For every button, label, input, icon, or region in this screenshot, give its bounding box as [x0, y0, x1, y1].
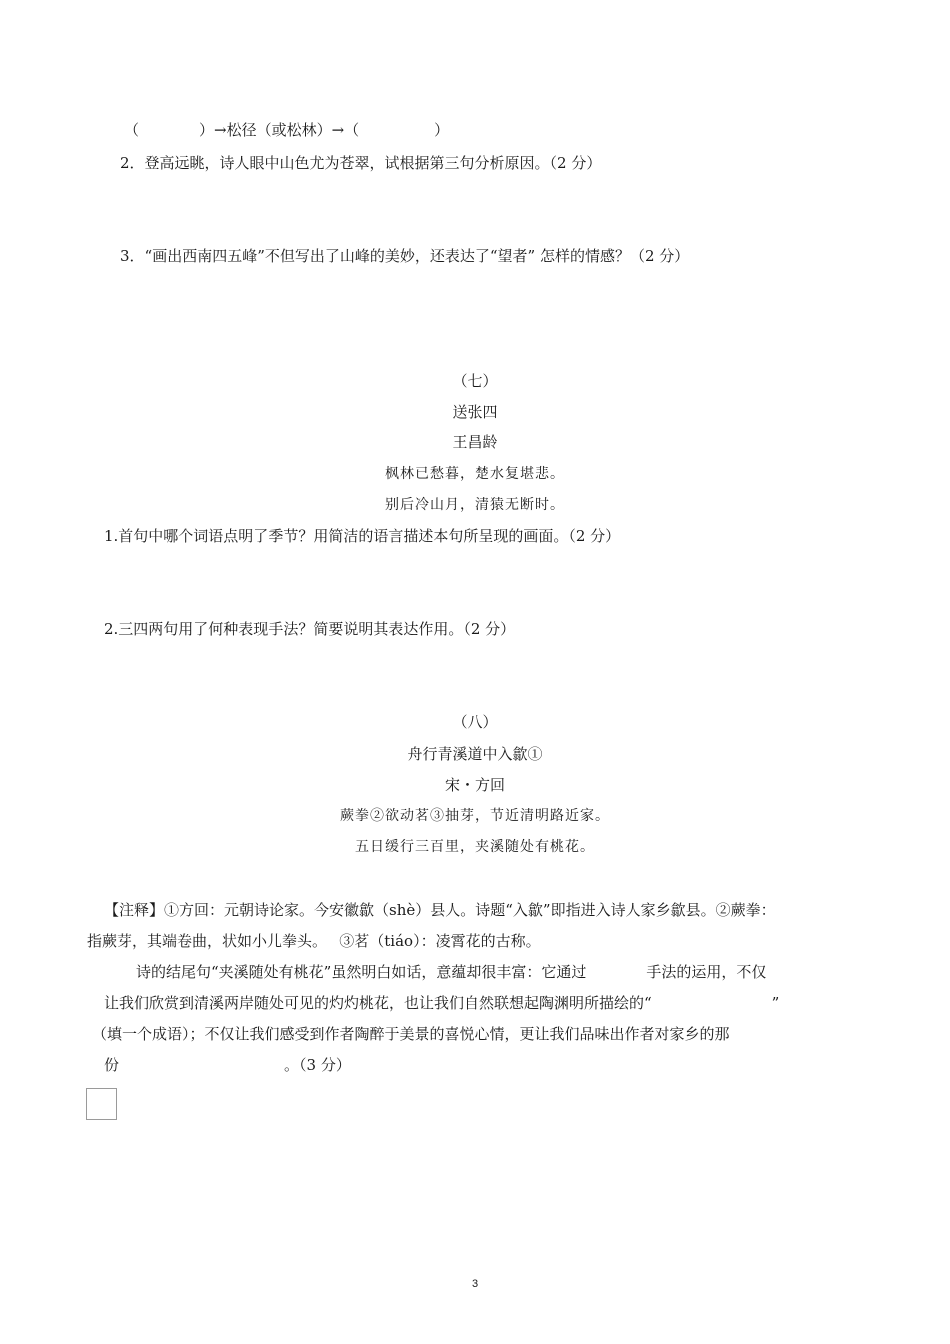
question-2: 2．登高远眺，诗人眼中山色尤为苍翠，试根据第三句分析原因。（2 分） — [120, 154, 602, 172]
section-7-question-1: 1.首句中哪个词语点明了季节？用简洁的语言描述本句所呈现的画面。（2 分） — [104, 527, 621, 545]
poem-7-verse-2: 别后冷山月，清猿无断时。 — [385, 497, 565, 513]
question-line-3: （填一个成语）；不仅让我们感受到作者陶醉于美景的喜悦心情，更让我们品味出作者对家乡的那 — [92, 1025, 730, 1043]
poem-8-title: 舟行青溪道中入歙① — [407, 745, 543, 763]
question-line-2: 让我们欣赏到清溪两岸随处可见的灼灼桃花，也让我们自然联想起陶渊明所描绘的“ ” — [104, 994, 780, 1012]
fill-in-sequence-line: （ ）→松径（或松林）→（ ） — [124, 121, 450, 139]
poem-8-author: 宋・方回 — [444, 776, 505, 794]
poem-8-verse-2: 五日缓行三百里，夹溪随处有桃花。 — [355, 839, 595, 855]
poem-7-title: 送张四 — [452, 403, 498, 421]
section-8-number: （八） — [452, 713, 498, 731]
section-7-number: （七） — [452, 372, 498, 390]
poem-8-verse-1: 蕨拳②欲动茗③抽芽，节近清明路近家。 — [340, 808, 610, 824]
question-3: 3．“画出西南四五峰”不但写出了山峰的美妙，还表达了“望者” 怎样的情感？（2 分） — [120, 247, 690, 265]
page-number: 3 — [471, 1278, 479, 1290]
question-line-4: 份 。（3 分） — [104, 1056, 351, 1074]
poem-7-verse-1: 枫林已愁暮，楚水复堪悲。 — [385, 466, 565, 482]
question-line-1: 诗的结尾句“夹溪随处有桃花”虽然明白如话，意蕴却很丰富：它通过 手法的运用，不仅 — [136, 963, 767, 981]
annotation-line-2: 指蕨芽，其端卷曲，状如小儿拳头。 ③茗（tiáo）：凌霄花的古称。 — [87, 932, 541, 950]
poem-7-author: 王昌龄 — [452, 433, 498, 451]
section-7-question-2: 2.三四两句用了何种表现手法？简要说明其表达作用。（2 分） — [104, 620, 516, 638]
annotation-line-1: 【注释】①方回：元朝诗论家。今安徽歙（shè）县人。诗题“入歙”即指进入诗人家乡歙县。②蕨拳： — [104, 901, 776, 919]
empty-answer-box[interactable] — [86, 1088, 117, 1120]
